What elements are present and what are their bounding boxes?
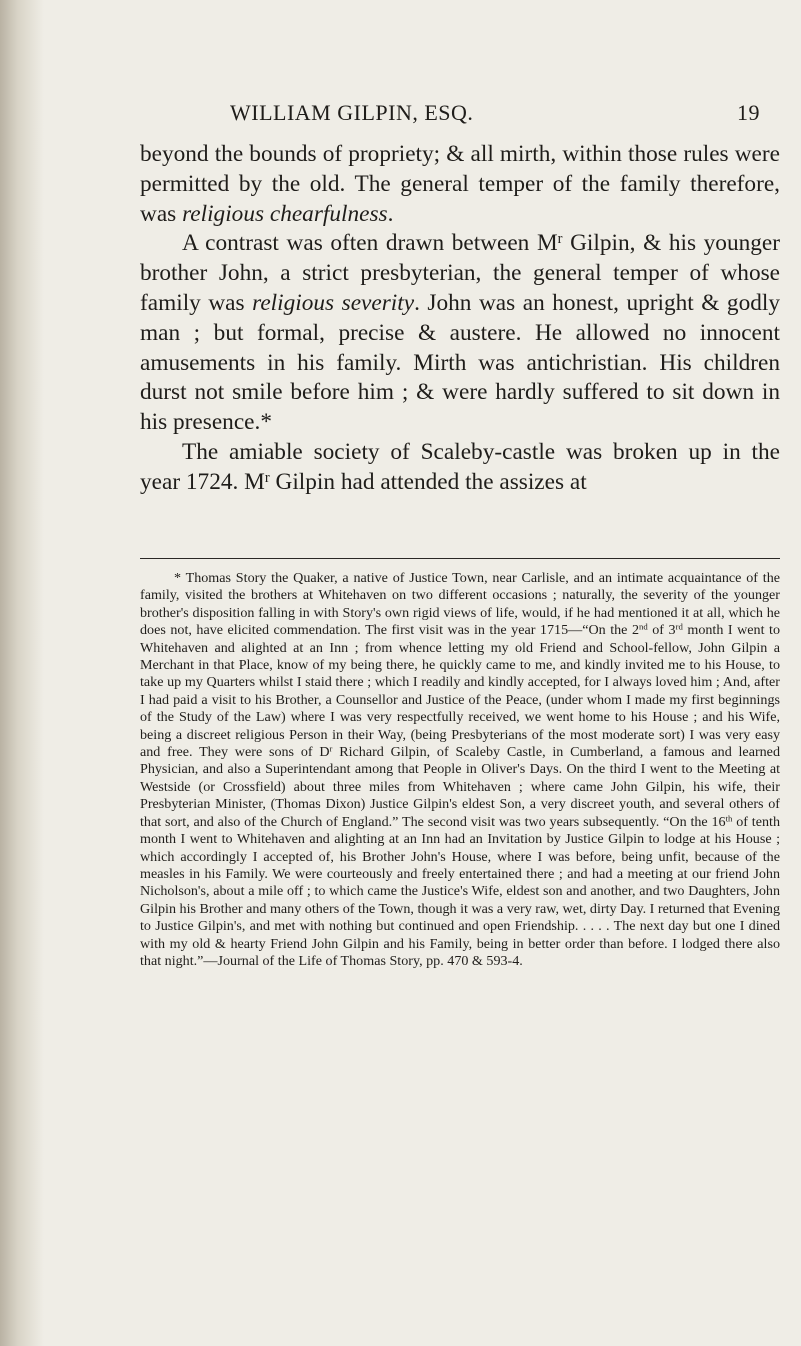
superscript-r: r [557,231,563,248]
page-header [200,100,760,140]
page-number: 19 [737,100,760,125]
page-binding-shadow [0,0,44,1346]
footnote-text-2: of 3 [647,622,676,639]
emphasis-religious-severity: religious severity [252,289,415,316]
paragraph-1-text: beyond the bounds of propriety; & all mirth, within those rules were permitted by the old. The general temper of the family therefore, was [140,141,780,227]
footnote-divider [140,558,780,559]
paragraph-2-text-b: Gilpin, & his younger brother John, a strict presbyterian, the general temper of whose family was [140,230,780,316]
footnote-text-4: Richard Gilpin, of Scaleby Castle, in Cumberland, a famous and learned Physician, and also a Superintendant among that People in Oliver's Days. On the third I went to the Meeting at Westside (or Crossfield) about three miles from Whitehaven ; where came John Gilpin, his wife, their Presbyterian Minister, (Thomas Dixon) Justice Gilpin's eldest Son, a very discreet youth, and several others of that sort, and also of the Church of England.” The second visit was two years subsequently. “On the 16 [140,744,780,830]
footnote-text-3: month I went to Whitehaven and alighted at an Inn ; from whence letting my old Friend and School-fellow, John Gilpin a Merchant in that Place, know of my being there, he quickly came to me, and kindly invited me to his House, to take up my Quarters whilst I staid there ; which I readily and kindly accepted, for I always loved him ; And, after I had paid a visit to his Brother, a Counsellor and Justice of the Peace, (under whom I made my first beginnings of the Study of the Law) where I was very respectfully received, we went home to his House ; and his Wife, being a discreet religious Person in their Way, (being Presbyterians of the most moderate sort) I was very easy and free. They were sons of D [140,622,780,761]
paragraph-1-end: . [387,200,394,227]
footnote-sup-r: r [329,743,333,754]
footnote-sup-rd: rd [675,621,683,632]
emphasis-religious-chearfulness: religious chearfulness [182,200,388,227]
running-head: WILLIAM GILPIN, ESQ. [230,100,474,125]
paragraph-2 [140,229,780,438]
footnote-sup-th: th [725,813,733,824]
superscript-r: r [264,469,270,486]
footnote-text-1: * Thomas Story the Quaker, a native of Justice Town, near Carlisle, and an intimate acquaintance of the family, visited the brothers at Whitehaven on two different occasions ; naturally, the severity of the younger brother's disposition falling in with Story's own rigid views of life, would, if he had mentioned it at all, which he does not, have elicited commendation. The first visit was in the year 1715—“On the 2 [140,570,780,639]
footnote-sup-nd: nd [639,621,648,632]
paragraph-3-text-b: Gilpin had attended the assizes at [269,468,587,495]
paragraph-2-text: A contrast was often drawn between M [182,230,558,257]
footnote-text-5: of tenth month I went to Whitehaven and alighting at an Inn had an Invitation by Justice Gilpin to lodge at his House ; which accordingly I accepted of, his Brother John's House, where I was before, being unfit, because of the measles in his Family. We were courteously and freely entertained there ; and had a meeting at our friend John Nicholson's, about a mile off ; to which came the Justice's Wife, eldest son and another, and two Daughters, John Gilpin his Brother and many others of the Town, though it was a very raw, wet, dirty Day. I returned that Evening to Justice Gilpin's, and met with nothing but continued and open Friendship. . . . . The next day but one I dined with my old & hearty Friend John Gilpin and his Family, being in better order than before. I lodged there also that night.”—Journal of the Life of Thomas Story, pp. 470 & 593-4. [140,813,780,969]
main-text [140,140,780,498]
paragraph-3-text: The amiable society of Scaleby-castle was broken up in the year 1724. M [140,438,780,495]
paragraph-2-text-c: . John was an honest, upright & godly man ; but formal, precise & austere. He allowed no innocent amusements in his family. Mirth was antichristian. His children durst not smile before him ; & were hardly suffered to sit down in his presence.* [140,289,781,436]
paragraph-3 [140,438,780,498]
footnote [140,570,780,970]
paragraph-1 [140,140,780,229]
